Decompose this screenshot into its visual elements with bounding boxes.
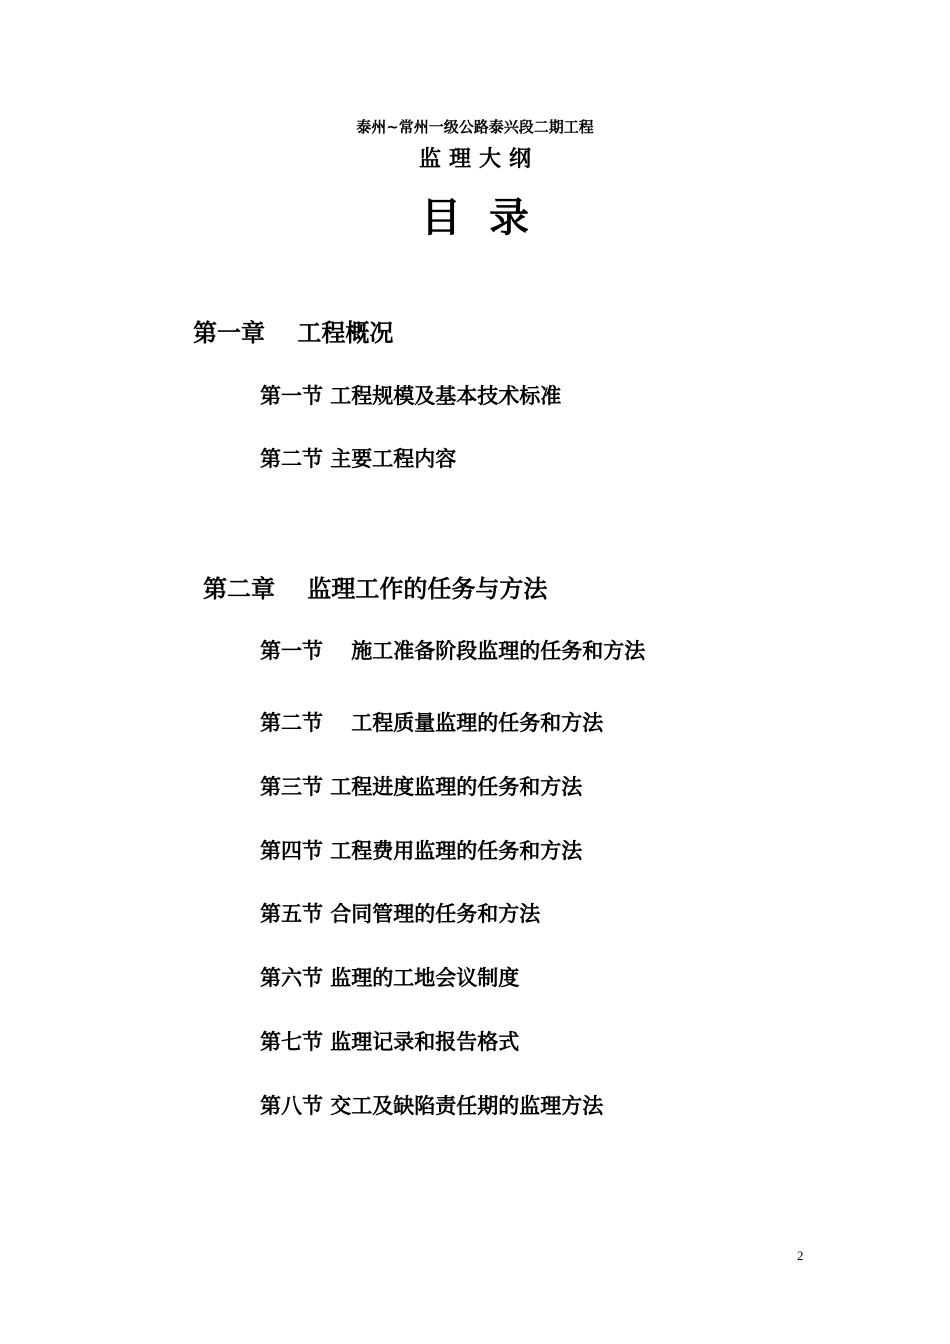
chapter-2-section-7: 第七节 监理记录和报告格式 — [260, 1029, 520, 1054]
chapter-2-section-4: 第四节 工程费用监理的任务和方法 — [260, 838, 583, 863]
chapter-2-heading: 第二章 监理工作的任务与方法 — [203, 574, 548, 603]
chapter-1-section-1: 第一节 工程规模及基本技术标准 — [260, 383, 562, 408]
page-number: 2 — [797, 1248, 804, 1263]
chapter-2-section-8: 第八节 交工及缺陷责任期的监理方法 — [260, 1093, 604, 1118]
chapter-2-section-2: 第二节 工程质量监理的任务和方法 — [260, 710, 604, 735]
project-title: 泰州~常州一级公路泰兴段二期工程 — [356, 118, 594, 136]
chapter-2-section-3: 第三节 工程进度监理的任务和方法 — [260, 774, 583, 799]
toc-heading: 目录 — [421, 194, 557, 241]
chapter-2-section-5: 第五节 合同管理的任务和方法 — [260, 901, 541, 926]
document-title: 监理大纲 — [418, 147, 539, 172]
chapter-1-section-2: 第二节 主要工程内容 — [260, 446, 457, 471]
chapter-2-section-1: 第一节 施工准备阶段监理的任务和方法 — [260, 638, 646, 663]
chapter-2-section-6: 第六节 监理的工地会议制度 — [260, 965, 520, 990]
chapter-1-heading: 第一章 工程概况 — [193, 318, 394, 347]
